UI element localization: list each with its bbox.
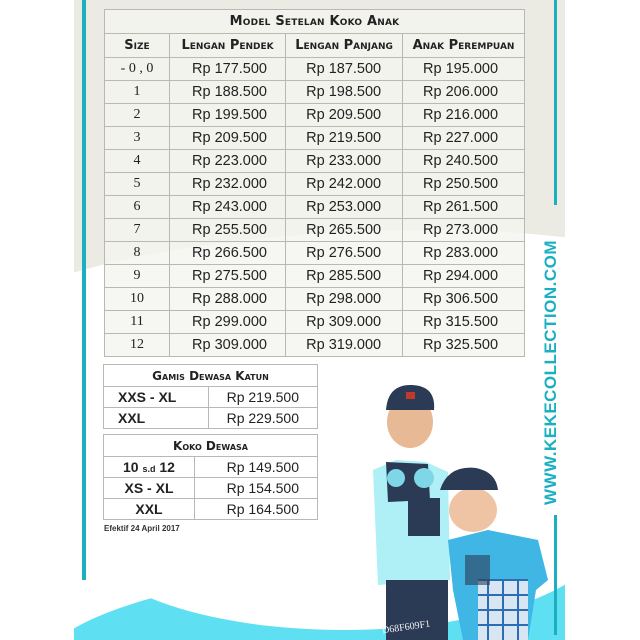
price-pendek: Rp 188.500 bbox=[170, 81, 286, 104]
price-panjang: Rp 285.500 bbox=[286, 265, 403, 288]
price-value: Rp 229.500 bbox=[209, 408, 318, 429]
accent-line-right-top bbox=[554, 0, 557, 205]
price-perempuan: Rp 195.000 bbox=[403, 58, 525, 81]
size-cell: 9 bbox=[105, 265, 170, 288]
price-pendek: Rp 232.000 bbox=[170, 173, 286, 196]
size-label bbox=[104, 457, 195, 478]
table-row bbox=[105, 265, 525, 288]
price-perempuan: Rp 261.500 bbox=[403, 196, 525, 219]
price-perempuan: Rp 306.500 bbox=[403, 288, 525, 311]
size-cell: 2 bbox=[105, 104, 170, 127]
table-header-row bbox=[105, 34, 525, 58]
size-label: XXL bbox=[104, 408, 209, 429]
price-perempuan: Rp 216.000 bbox=[403, 104, 525, 127]
header-anak-perempuan: Anak Perempuan bbox=[403, 34, 525, 58]
table-row bbox=[105, 219, 525, 242]
price-panjang: Rp 187.500 bbox=[286, 58, 403, 81]
table-row bbox=[104, 499, 318, 520]
size-cell: 1 bbox=[105, 81, 170, 104]
price-pendek: Rp 309.000 bbox=[170, 334, 286, 357]
gamis-dewasa-table bbox=[103, 364, 318, 429]
table-row bbox=[105, 58, 525, 81]
price-panjang: Rp 233.000 bbox=[286, 150, 403, 173]
table-row bbox=[104, 457, 318, 478]
table-row bbox=[105, 127, 525, 150]
size-cell: 11 bbox=[105, 311, 170, 334]
price-pendek: Rp 199.500 bbox=[170, 104, 286, 127]
table-row bbox=[104, 478, 318, 499]
price-pendek: Rp 209.500 bbox=[170, 127, 286, 150]
table-row bbox=[105, 196, 525, 219]
price-perempuan: Rp 315.500 bbox=[403, 311, 525, 334]
price-panjang: Rp 253.000 bbox=[286, 196, 403, 219]
price-panjang: Rp 319.000 bbox=[286, 334, 403, 357]
size-cell: 3 bbox=[105, 127, 170, 150]
price-panjang: Rp 265.500 bbox=[286, 219, 403, 242]
price-perempuan: Rp 283.000 bbox=[403, 242, 525, 265]
table-row bbox=[105, 104, 525, 127]
size-cell: - 0 , 0 bbox=[105, 58, 170, 81]
price-panjang: Rp 219.500 bbox=[286, 127, 403, 150]
price-panjang: Rp 242.000 bbox=[286, 173, 403, 196]
price-value: Rp 149.500 bbox=[195, 457, 318, 478]
size-cell: 8 bbox=[105, 242, 170, 265]
koko-title: Koko Dewasa bbox=[104, 435, 318, 457]
price-pendek: Rp 255.500 bbox=[170, 219, 286, 242]
table-row bbox=[105, 288, 525, 311]
size-cell: 4 bbox=[105, 150, 170, 173]
size-label: XS - XL bbox=[104, 478, 195, 499]
price-pendek: Rp 223.000 bbox=[170, 150, 286, 173]
price-perempuan: Rp 227.000 bbox=[403, 127, 525, 150]
table-row bbox=[105, 242, 525, 265]
table-row bbox=[104, 387, 318, 408]
price-perempuan: Rp 250.500 bbox=[403, 173, 525, 196]
size-label: XXL bbox=[104, 499, 195, 520]
accent-line-left bbox=[82, 0, 86, 580]
price-pendek: Rp 299.000 bbox=[170, 311, 286, 334]
size-cell: 10 bbox=[105, 288, 170, 311]
size-label-sd: s.d bbox=[142, 464, 156, 474]
price-perempuan: Rp 325.500 bbox=[403, 334, 525, 357]
table-row bbox=[105, 334, 525, 357]
watermark-text: D68F609F1 bbox=[381, 618, 431, 637]
price-pendek: Rp 177.500 bbox=[170, 58, 286, 81]
price-panjang: Rp 209.500 bbox=[286, 104, 403, 127]
kids-price-table bbox=[104, 9, 525, 357]
table-row bbox=[105, 311, 525, 334]
table-row bbox=[105, 150, 525, 173]
price-pendek: Rp 243.000 bbox=[170, 196, 286, 219]
price-panjang: Rp 276.500 bbox=[286, 242, 403, 265]
price-panjang: Rp 198.500 bbox=[286, 81, 403, 104]
price-value: Rp 219.500 bbox=[209, 387, 318, 408]
price-perempuan: Rp 206.000 bbox=[403, 81, 525, 104]
koko-dewasa-table bbox=[103, 434, 318, 520]
effective-date: Efektif 24 April 2017 bbox=[104, 524, 180, 533]
header-lengan-pendek: Lengan Pendek bbox=[170, 34, 286, 58]
header-size: Size bbox=[105, 34, 170, 58]
website-url: WWW.KEKECOLLECTION.COM bbox=[541, 239, 560, 505]
price-pendek: Rp 288.000 bbox=[170, 288, 286, 311]
size-cell: 7 bbox=[105, 219, 170, 242]
size-label-end: 12 bbox=[155, 459, 175, 475]
kids-models-photo bbox=[368, 380, 558, 640]
price-panjang: Rp 298.000 bbox=[286, 288, 403, 311]
price-pendek: Rp 266.500 bbox=[170, 242, 286, 265]
price-value: Rp 154.500 bbox=[195, 478, 318, 499]
price-panjang: Rp 309.000 bbox=[286, 311, 403, 334]
gamis-title: Gamis Dewasa Katun bbox=[104, 365, 318, 387]
size-label-start: 10 bbox=[123, 459, 143, 475]
size-cell: 12 bbox=[105, 334, 170, 357]
header-lengan-panjang: Lengan Panjang bbox=[286, 34, 403, 58]
table-row bbox=[105, 173, 525, 196]
price-value: Rp 164.500 bbox=[195, 499, 318, 520]
price-pendek: Rp 275.500 bbox=[170, 265, 286, 288]
table-row bbox=[104, 408, 318, 429]
table-title: Model Setelan Koko Anak bbox=[105, 10, 525, 34]
table-row bbox=[105, 81, 525, 104]
price-perempuan: Rp 294.000 bbox=[403, 265, 525, 288]
size-label: XXS - XL bbox=[104, 387, 209, 408]
size-cell: 5 bbox=[105, 173, 170, 196]
price-perempuan: Rp 273.000 bbox=[403, 219, 525, 242]
size-cell: 6 bbox=[105, 196, 170, 219]
price-perempuan: Rp 240.500 bbox=[403, 150, 525, 173]
